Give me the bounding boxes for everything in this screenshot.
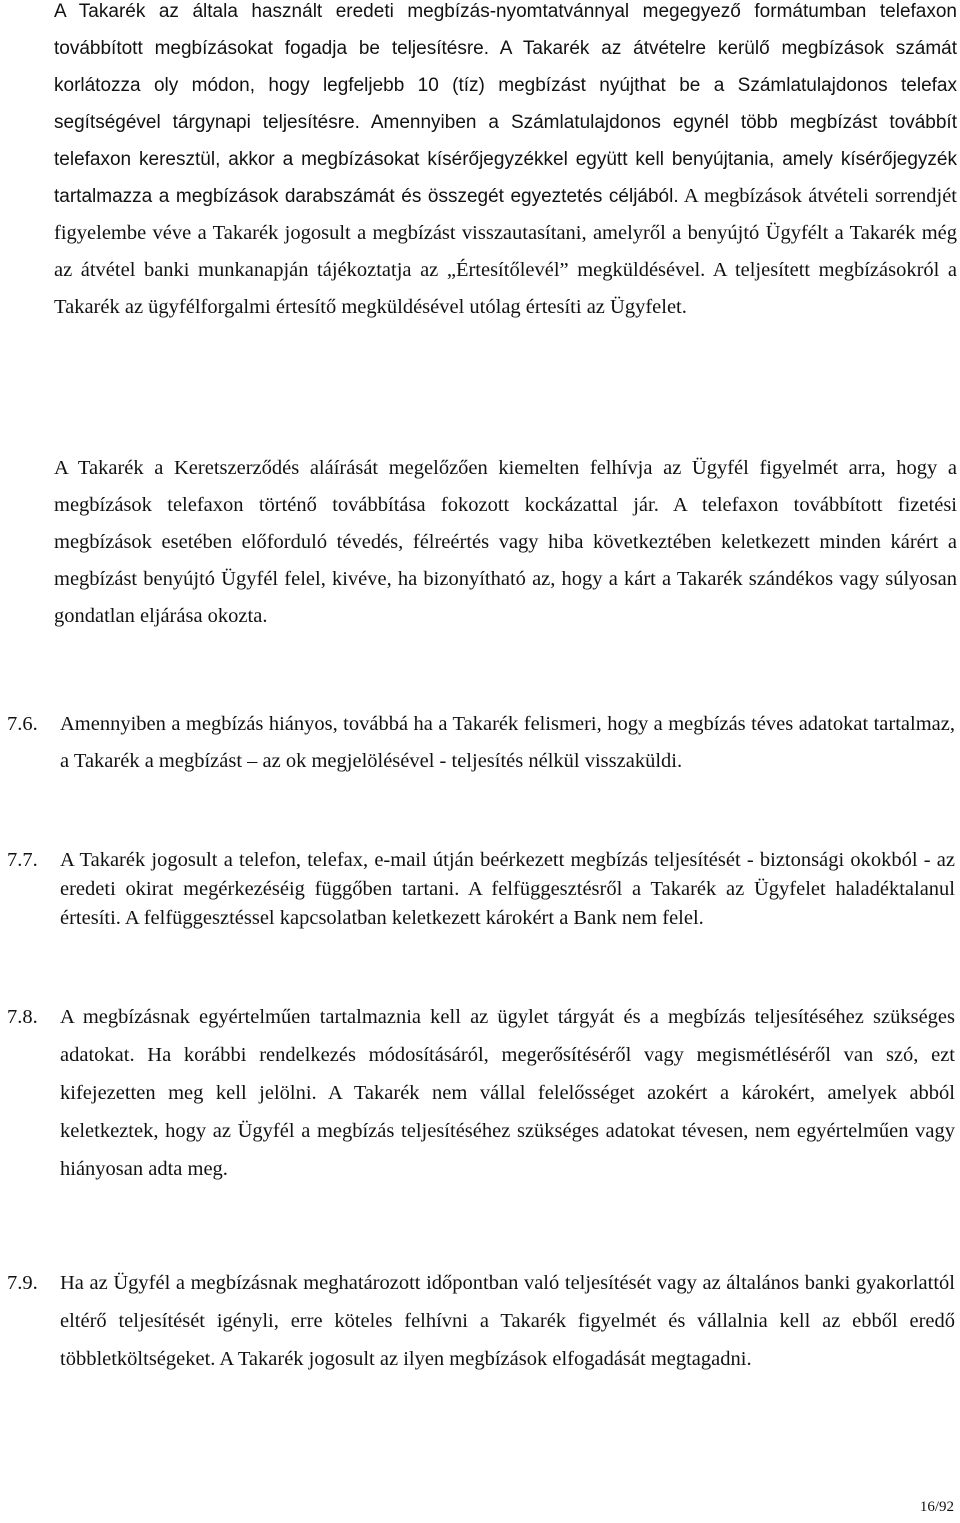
section-7-6 (7, 706, 955, 780)
section-text: Ha az Ügyfél a megbízásnak meghatározott időpontban való teljesítését vagy az általános banki gyakorlattól eltérő teljesítését igényli, erre köteles felhívni a Takarék figyelmét és vállalnia kell az ebből eredő többletköltségeket. A Takarék jogosult az ilyen megbízások elfogadását megtagadni. (60, 1272, 955, 1370)
page-number: 16/92 (919, 1499, 954, 1515)
intro-paragraph-2: A Takarék a Keretszerződés aláírását megelőzően kiemelten felhívja az Ügyfél figyelmét arra, hogy a megbízások telefaxon történő továbbítása fokozott kockázattal jár. A telefaxon továbbított fizetési megbízások esetében előforduló tévedés, félreértés vagy hiba következtében keletkezett minden kárért a megbízást benyújtó Ügyfél felel, kivéve, ha bizonyítható az, hogy a kárt a Takarék szándékos vagy súlyosan gondatlan eljárása okozta. (54, 457, 957, 627)
intro-paragraph-1-serif-part: A megbízások átvételi sorrendjét figyelembe véve a Takarék jogosult a megbízást visszautasítani, amelyről a benyújtó Ügyfélt a Takarék még az átvétel banki munkanapján tájékoztatja az „Értesítőlevél” megküldésével. A teljesített megbízásokról a Takarék az ügyfélforgalmi értesítő megküldésével utólag értesíti az Ügyfelet. (54, 185, 958, 318)
section-number: 7.7. (7, 849, 38, 871)
section-number: 7.6. (7, 713, 38, 735)
section-text: A megbízásnak egyértelműen tartalmaznia kell az ügylet tárgyát és a megbízás teljesítéséhez szükséges adatokat. Ha korábbi rendelkezés módosításáról, megerősítéséről vagy megismétléséről van szó, ezt kifejezetten meg kell jelölni. A Takarék nem vállal felelősséget azokért a károkért, amelyek abból keletkeztek, hogy az Ügyfél a megbízás teljesítéséhez szükséges adatokat tévesen, nem egyértelműen vagy hiányosan adta meg. (60, 1006, 955, 1180)
intro-paragraph-1 (54, 0, 957, 326)
section-number: 7.9. (7, 1272, 38, 1294)
section-7-9 (7, 1264, 955, 1378)
section-number: 7.8. (7, 1006, 38, 1028)
section-7-7 (7, 846, 955, 933)
section-7-8 (7, 998, 955, 1188)
section-text: Amennyiben a megbízás hiányos, továbbá ha a Takarék felismeri, hogy a megbízás téves adatokat tartalmaz, a Takarék a megbízást – az ok megjelölésével - teljesítés nélkül visszaküldi. (60, 713, 955, 772)
intro-paragraph-1-sans-part: A Takarék az általa használt eredeti megbízás-nyomtatvánnyal megegyező formátumban telefaxon továbbított megbízásokat fogadja be teljesítésre. A Takarék az átvételre kerülő megbízások számát korlátozza oly módon, hogy legfeljebb 10 (tíz) megbízást nyújthat be a Számlatulajdonos telefax segítségével tárgynapi teljesítésre. Amennyiben a Számlatulajdonos egynél több megbízást továbbít telefaxon keresztül, akkor a megbízásokat kísérőjegyzékkel együtt kell benyújtania, amely kísérőjegyzék tartalmazza a megbízások darabszámát és összegét egyeztetés céljából. (54, 1, 957, 207)
section-text: A Takarék jogosult a telefon, telefax, e-mail útján beérkezett megbízás teljesítését - biztonsági okokból - az eredeti okirat megérkezéséig függőben tartani. A felfüggesztésről a Takarék az Ügyfelet haladéktalanul értesíti. A felfüggesztéssel kapcsolatban keletkezett károkért a Bank nem felel. (60, 849, 955, 929)
